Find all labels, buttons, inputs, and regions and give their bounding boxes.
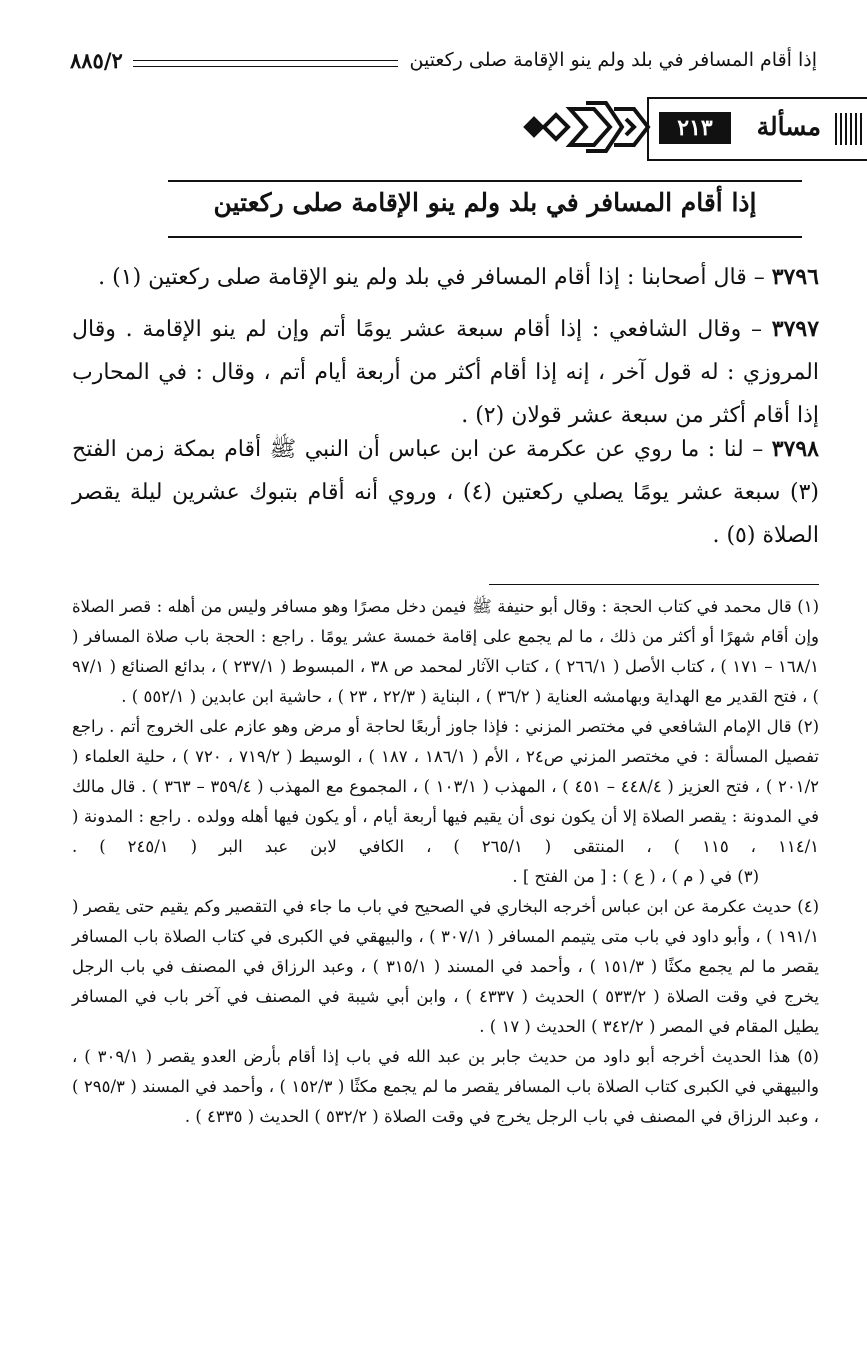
issue-number: ٢١٣ — [659, 112, 731, 144]
paragraph-3798 — [72, 428, 819, 557]
issue-title: إذا أقام المسافر في بلد ولم ينو الإقامة صلى ركعتين — [213, 188, 757, 217]
header-rule — [133, 60, 398, 67]
paragraph-number: ٣٧٩٧ — [771, 316, 820, 342]
paragraph-text: – لنا : ما روي عن عكرمة عن ابن عباس أن النبي ﷺ أقام بمكة زمن الفتح (٣) سبعة عشر يومًا يصلي ركعتين (٤) ، وروي أنه أقام بتبوك عشرين ليلة يقصر الصلاة (٥) . — [72, 437, 819, 548]
page-number: ٨٨٥/٢ — [70, 47, 123, 73]
footnote-5: (٥) هذا الحديث أخرجه أبو داود من حديث جابر بن عبد الله في باب إذا أقام بأرض العدو يقصر ( ٣٠٩/١ ) ، والبيهقي في الكبرى كتاب الصلاة باب المسافر يقصر ما لم يجمع مكثًا ( ١٥٢/٣ ) ، وأحمد في المسند ( ٢٩٥/٣ ) ، وعبد الرزاق في المصنف في باب الرجل يخرج في وقت الصلاة ( ٥٣٢/٢ ) الحديث ( ٤٣٣٥ ) . — [72, 1047, 819, 1126]
title-rule-top — [168, 180, 802, 182]
paragraph-text: – وقال الشافعي : إذا أقام سبعة عشر يومًا أتم وإن لم ينو الإقامة . وقال المروزي : له قول آخر ، إنه إذا أقام أكثر من أربعة أيام أتم ، وقال : في المحارب إذا أقام أكثر من سبعة عشر قولان (٢) . — [72, 317, 819, 428]
running-header — [70, 42, 817, 78]
knot-ornament-icon — [522, 99, 652, 155]
issue-label: مسألة — [756, 112, 821, 141]
paragraph-3797 — [72, 308, 819, 437]
stripes-ornament — [835, 113, 865, 145]
issue-title-block — [168, 180, 802, 224]
banner-frame — [647, 97, 867, 161]
paragraph-number: ٣٧٩٦ — [771, 264, 819, 290]
paragraph-3796 — [72, 256, 819, 299]
footnote-2 — [72, 712, 819, 892]
running-title: إذا أقام المسافر في بلد ولم ينو الإقامة صلى ركعتين — [409, 49, 817, 71]
paragraph-number: ٣٧٩٨ — [771, 436, 819, 462]
footnotes — [72, 592, 819, 1132]
title-rule-bottom — [168, 236, 802, 238]
footnote-3: (٣) في ( م ) ، ( ع ) : [ من الفتح ] . — [512, 867, 759, 886]
footnote-1: (١) قال محمد في كتاب الحجة : وقال أبو حنيفة ﷺ فيمن دخل مصرًا وهو مسافر وليس من أهله : قصر الصلاة وإن أقام شهرًا أو أكثر من ذلك ، ما لم يجمع على إقامة خمسة عشر يومًا . راجع : الحجة باب صلاة المسافر ( ١٦٨/١ – ١٧١ ) ، كتاب الأصل ( ٢٦٦/١ ) ، كتاب الآثار لمحمد ص ٣٨ ، المبسوط ( ٢٣٧/١ ) ، بدائع الصنائع ( ٩٧/١ ) ، فتح القدير مع الهداية وبهامشه العناية ( ٣٦/٢ ) ، البناية ( ٢٢/٣ ، ٢٣ ) ، حاشية ابن عابدين ( ٥٥٢/١ ) . — [72, 597, 819, 706]
issue-banner — [522, 97, 867, 157]
footnote-4: (٤) حديث عكرمة عن ابن عباس أخرجه البخاري في الصحيح في باب ما جاء في التقصير وكم يقيم حتى يقصر ( ١٩١/١ ) ، وأبو داود في باب متى يتيمم المسافر ( ٣٠٧/١ ) ، والبيهقي في الكبرى في كتاب الصلاة باب المسافر يقصر ما لم يجمع مكثًا ( ١٥١/٣ ) ، وأحمد في المسند ( ٣١٥/١ ) ، وعبد الرزاق في المصنف في باب الرجل يخرج في وقت الصلاة ( ٥٣٣/٢ ) الحديث ( ٤٣٣٧ ) ، وابن أبي شيبة في المصنف في آخر باب في المسافر يطيل المقام في المصر ( ٣٤٢/٢ ) الحديث ( ١٧ ) . — [72, 897, 819, 1036]
paragraph-text: – قال أصحابنا : إذا أقام المسافر في بلد ولم ينو الإقامة صلى ركعتين (١) . — [98, 265, 765, 290]
footnote-2-text: (٢) قال الإمام الشافعي في مختصر المزني : فإذا جاوز أربعًا لحاجة أو مرض وهو عازم على الخروج أتم . راجع تفصيل المسألة : في مختصر المزني ص٢٤ ، الأم ( ١٨٦/١ ، ١٨٧ ) ، الوسيط ( ٧١٩/٢ ، ٧٢٠ ) ، حلية العلماء ( ٢٠١/٢ ) ، فتح العزيز ( ٤٤٨/٤ – ٤٥١ ) ، المهذب ( ١٠٣/١ ) ، المجموع مع المهذب ( ٣٥٩/٤ – ٣٦٣ ) . قال مالك في المدونة : يقصر الصلاة إلا أن يكون نوى أن يقيم فيها أربعة أيام ، أو يكون فيها أهله وولده . راجع : المدونة ( ١١٤/١ ، ١١٥ ) ، المنتقى ( ٢٦٥/١ ) ، الكافي لابن عبد البر ( ٢٤٥/١ ) . — [72, 717, 820, 856]
footnote-separator — [489, 584, 819, 585]
